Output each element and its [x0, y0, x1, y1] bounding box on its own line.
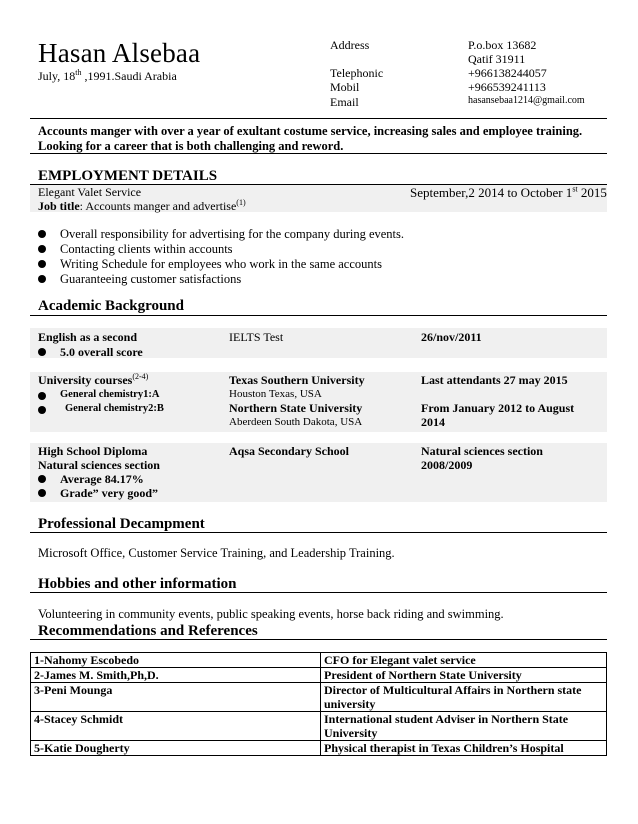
table-row — [31, 712, 607, 741]
telephonic-label: Telephonic — [330, 66, 384, 80]
dob-suffix: ,1991.Saudi Arabia — [81, 69, 177, 83]
hobbies-title: Hobbies and other information — [38, 576, 237, 592]
employment-title: EMPLOYMENT DETAILS — [38, 168, 218, 184]
reference-role: President of Northern State University — [321, 668, 607, 683]
highschool-average-text: Average 84.17% — [60, 472, 144, 486]
course-2-text: General chemistry2:B — [65, 403, 164, 414]
reference-name: 3-Peni Mounga — [31, 683, 321, 712]
list-item — [38, 227, 404, 242]
school-2-location: Aberdeen South Dakota, USA — [229, 416, 363, 428]
highschool-school: Aqsa Secondary School — [229, 444, 350, 458]
course-1 — [38, 389, 159, 400]
dates-prefix: September,2 2014 to October 1 — [410, 185, 573, 200]
job-title-value: : Accounts manger and advertise — [79, 199, 237, 213]
english-label: English as a second — [38, 330, 138, 344]
objective-text: Accounts manger with over a year of exultant costume service, increasing sales and employee training. Looking for a career that is both challenging and reword. — [38, 124, 583, 153]
dob-prefix: July, 18 — [38, 69, 76, 83]
reference-role: CFO for Elegant valet service — [321, 653, 607, 668]
divider — [30, 153, 607, 154]
mobil-label: Mobil — [330, 80, 360, 94]
reference-role: Director of Multicultural Affairs in Northern state university — [321, 683, 607, 712]
bullet-icon — [38, 392, 46, 400]
bullet-icon — [38, 475, 46, 483]
academic-title: Academic Background — [38, 298, 184, 314]
telephonic-value: +966138244057 — [468, 66, 547, 80]
reference-role: Physical therapist in Texas Children’s Hospital — [321, 741, 607, 756]
school-1: Texas Southern University — [229, 373, 365, 387]
highschool-grade — [38, 486, 158, 501]
university-label-text: University courses — [38, 373, 133, 387]
table-row — [31, 653, 607, 668]
reference-name: 1-Nahomy Escobedo — [31, 653, 321, 668]
bullet-icon — [38, 275, 46, 283]
candidate-name: Hasan Alsebaa — [38, 38, 201, 68]
reference-name: 4-Stacey Schmidt — [31, 712, 321, 741]
table-row — [31, 683, 607, 712]
birth-info — [38, 69, 177, 84]
bullet-icon — [38, 406, 46, 414]
highschool-section: Natural sciences section — [38, 458, 160, 472]
address-label: Address — [330, 38, 370, 52]
bullet-text: Overall responsibility for advertising for the company during events. — [60, 227, 405, 241]
employment-bullets — [38, 227, 404, 287]
bullet-icon — [38, 230, 46, 238]
list-item — [38, 257, 404, 272]
english-date: 26/nov/2011 — [421, 330, 482, 344]
section-rule — [30, 639, 607, 640]
bullet-icon — [38, 260, 46, 268]
bullet-text: Writing Schedule for employees who work in the same accounts — [60, 257, 382, 271]
course-2 — [38, 403, 164, 414]
references-title: Recommendations and References — [38, 623, 258, 639]
address-line1: P.o.box 13682 — [468, 38, 537, 52]
english-test: IELTS Test — [229, 330, 284, 344]
company-name: Elegant Valet Service — [38, 185, 142, 199]
list-item — [38, 272, 404, 287]
table-row — [31, 741, 607, 756]
bullet-icon — [38, 348, 46, 356]
school-1-location: Houston Texas, USA — [229, 388, 322, 400]
highschool-grade-text: Grade” very good” — [60, 486, 158, 500]
professional-title: Professional Decampment — [38, 516, 205, 532]
employment-dates — [410, 185, 607, 201]
bullet-icon — [38, 245, 46, 253]
section-rule — [30, 315, 607, 316]
job-title — [38, 199, 246, 214]
course-1-text: General chemistry1:A — [60, 389, 160, 400]
dates-suffix: 2015 — [577, 185, 607, 200]
dates-sup: st — [572, 184, 578, 194]
highschool-label: High School Diploma — [38, 444, 148, 458]
section-rule — [30, 592, 607, 593]
table-row — [31, 668, 607, 683]
references-table — [30, 652, 607, 756]
english-score — [38, 345, 143, 360]
university-label — [38, 373, 148, 388]
highschool-right-section: Natural sciences section — [421, 444, 543, 458]
email-label: Email — [330, 95, 359, 109]
reference-role: International student Adviser in Northern State University — [321, 712, 607, 741]
hobbies-text: Volunteering in community events, public speaking events, horse back riding and swimming. — [38, 607, 504, 621]
bullet-text: Contacting clients within accounts — [60, 242, 233, 256]
email-value[interactable]: hasansebaa1214@gmail.com — [468, 95, 585, 106]
bullet-text: Guaranteeing customer satisfactions — [60, 272, 242, 286]
mobil-value: +966539241113 — [468, 80, 546, 94]
job-title-sup: (1) — [236, 198, 246, 207]
job-title-label: Job title — [38, 199, 80, 213]
address-line2: Qatif 31911 — [468, 52, 526, 66]
divider — [30, 118, 607, 119]
professional-text: Microsoft Office, Customer Service Training, and Leadership Training. — [38, 546, 395, 560]
university-date-2: From January 2012 to August 2014 — [421, 401, 575, 429]
university-date-1: Last attendants 27 may 2015 — [421, 373, 568, 387]
list-item — [38, 242, 404, 257]
school-2: Northern State University — [229, 401, 363, 415]
highschool-years: 2008/2009 — [421, 458, 473, 472]
highschool-average — [38, 472, 144, 487]
university-sup: (2-4) — [132, 372, 149, 381]
dob-sup: th — [75, 68, 82, 77]
section-rule — [30, 532, 607, 533]
reference-name: 5-Katie Dougherty — [31, 741, 321, 756]
english-score-text: 5.0 overall score — [60, 345, 143, 359]
reference-name: 2-James M. Smith,Ph,D. — [31, 668, 321, 683]
bullet-icon — [38, 489, 46, 497]
